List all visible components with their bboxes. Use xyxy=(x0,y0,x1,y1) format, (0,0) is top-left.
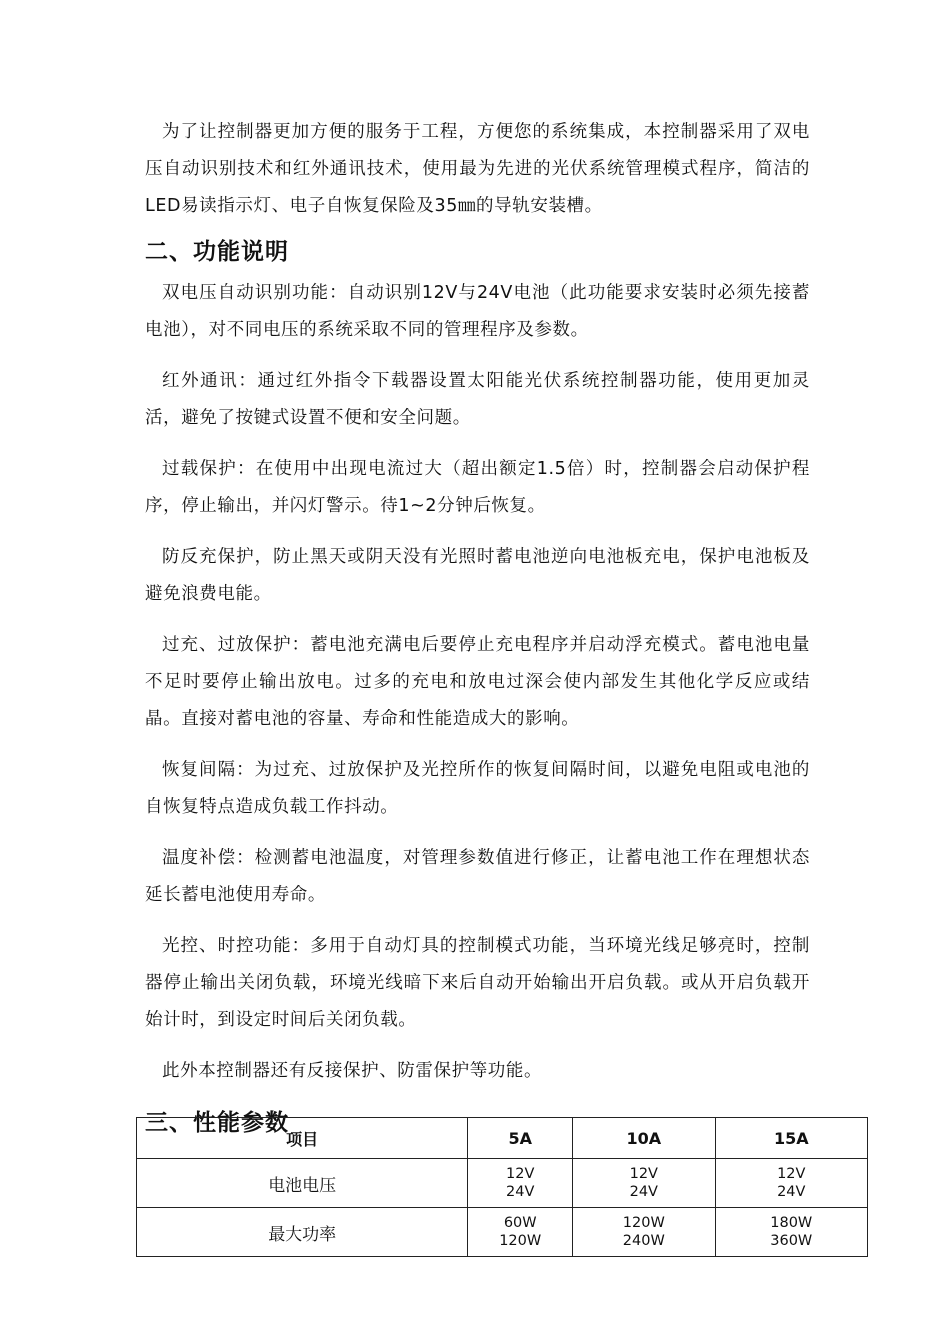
table-cell xyxy=(715,1159,867,1208)
cell-value: 240W xyxy=(622,1233,665,1249)
function-paragraph: 红外通讯：通过红外指令下载器设置太阳能光伏系统控制器功能，使用更加灵活，避免了按键式设置不便和安全问题。 xyxy=(145,371,810,428)
cell-value: 360W xyxy=(770,1233,813,1249)
intro-paragraph: 为了让控制器更加方便的服务于工程，方便您的系统集成，本控制器采用了双电压自动识别技术和红外通讯技术，使用最为先进的光伏系统管理模式程序，简洁的LED易读指示灯、电子自恢复保险及35㎜的导轨安装槽。 xyxy=(145,122,810,216)
table-cell xyxy=(573,1208,715,1257)
cell-value: 60W xyxy=(503,1215,537,1231)
cell-value: 120W xyxy=(622,1215,665,1231)
table-cell xyxy=(573,1159,715,1208)
function-paragraph: 恢复间隔：为过充、过放保护及光控所作的恢复间隔时间，以避免电阻或电池的自恢复特点造成负载工作抖动。 xyxy=(145,760,810,817)
function-paragraph: 光控、时控功能：多用于自动灯具的控制模式功能，当环境光线足够亮时，控制器停止输出关闭负载，环境光线暗下来后自动开始输出开启负载。或从开启负载开始计时，到设定时间后关闭负载。 xyxy=(145,936,810,1030)
function-paragraph: 此外本控制器还有反接保护、防雷保护等功能。 xyxy=(162,1061,543,1081)
table-header-cell: 15A xyxy=(715,1118,867,1159)
table-cell xyxy=(468,1159,573,1208)
table-row xyxy=(137,1208,868,1257)
table-header-cell: 5A xyxy=(468,1118,573,1159)
function-paragraph: 防反充保护，防止黑天或阴天没有光照时蓄电池逆向电池板充电，保护电池板及避免浪费电能。 xyxy=(145,547,810,604)
function-paragraph: 过载保护：在使用中出现电流过大（超出额定1.5倍）时，控制器会启动保护程序，停止输出，并闪灯警示。待1~2分钟后恢复。 xyxy=(145,459,810,516)
spec-table xyxy=(136,1117,868,1257)
table-header-cell: 项目 xyxy=(137,1118,468,1159)
cell-value: 24V xyxy=(777,1184,806,1200)
function-paragraph: 过充、过放保护：蓄电池充满电后要停止充电程序并启动浮充模式。蓄电池电量不足时要停止输出放电。过多的充电和放电过深会使内部发生其他化学反应或结晶。直接对蓄电池的容量、寿命和性能造成大的影响。 xyxy=(145,635,810,729)
function-paragraph: 温度补偿：检测蓄电池温度，对管理参数值进行修正，让蓄电池工作在理想状态延长蓄电池使用寿命。 xyxy=(145,848,810,905)
cell-value: 12V xyxy=(629,1166,658,1182)
cell-value: 12V xyxy=(506,1166,535,1182)
table-header-cell: 10A xyxy=(573,1118,715,1159)
table-header-row xyxy=(137,1118,868,1159)
section-heading-specs: 三、性能参数 xyxy=(145,1110,289,1136)
document-body xyxy=(145,114,810,1146)
cell-value: 24V xyxy=(506,1184,535,1200)
cell-value: 180W xyxy=(770,1215,813,1231)
row-label: 电池电压 xyxy=(137,1159,468,1208)
row-label: 最大功率 xyxy=(137,1208,468,1257)
cell-value: 120W xyxy=(499,1233,542,1249)
function-paragraph: 双电压自动识别功能：自动识别12V与24V电池（此功能要求安装时必须先接蓄电池），对不同电压的系统采取不同的管理程序及参数。 xyxy=(145,283,810,340)
cell-value: 12V xyxy=(777,1166,806,1182)
table-row xyxy=(137,1159,868,1208)
cell-value: 24V xyxy=(629,1184,658,1200)
section-heading-functions: 二、功能说明 xyxy=(145,239,289,265)
table-cell xyxy=(715,1208,867,1257)
table-cell xyxy=(468,1208,573,1257)
